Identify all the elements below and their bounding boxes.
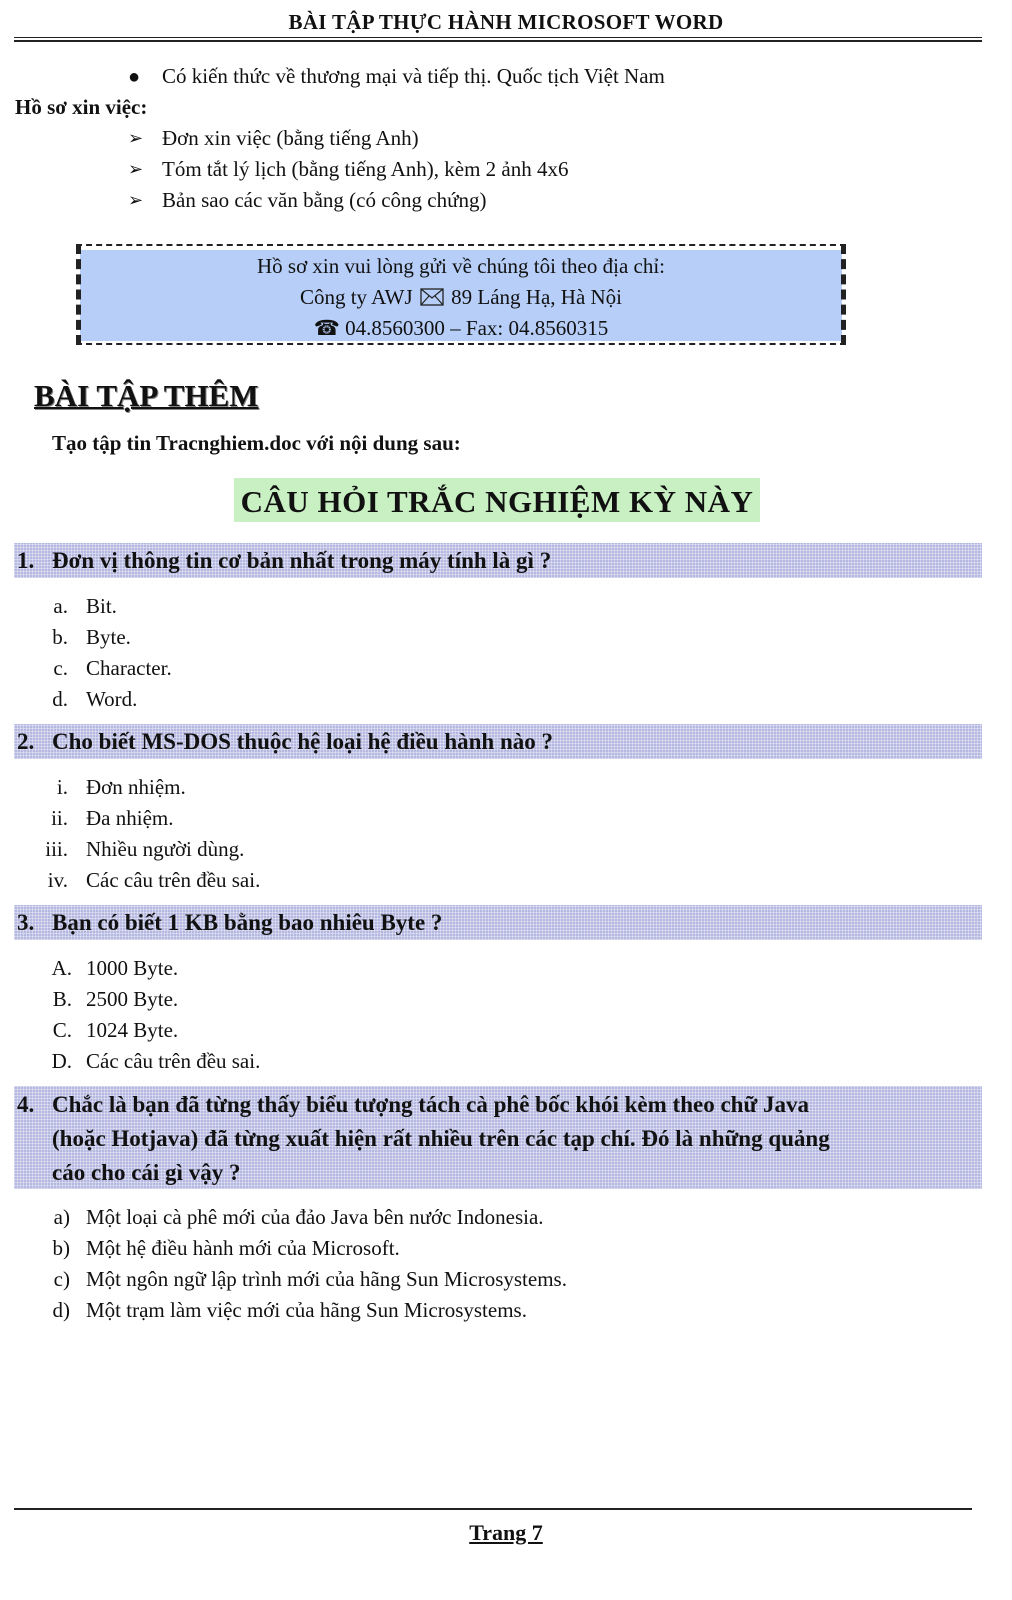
task-instruction: Tạo tập tin Tracnghiem.doc với nội dung sau: xyxy=(52,431,461,455)
option-text: Nhiều người dùng. xyxy=(86,837,245,861)
contact-address-line xyxy=(80,285,842,312)
option-marker: iii. xyxy=(45,837,68,861)
footer-rule xyxy=(14,1508,972,1510)
header-rule xyxy=(14,37,982,38)
option-text: Word. xyxy=(86,687,138,711)
option-text: Các câu trên đều sai. xyxy=(86,868,261,892)
option-text: Một loại cà phê mới của đảo Java bên nước Indonesia. xyxy=(86,1205,544,1229)
dossier-item: Bản sao các văn bằng (có công chứng) xyxy=(162,188,487,212)
option-marker: D. xyxy=(51,1049,72,1073)
question-number: 4. xyxy=(17,1092,35,1117)
option-text: Một ngôn ngữ lập trình mới của hãng Sun Microsystems. xyxy=(86,1267,567,1291)
option-marker: a) xyxy=(53,1205,70,1229)
telephone-icon: ☎ xyxy=(313,316,340,340)
option-text: Character. xyxy=(86,656,172,680)
option-text: Đa nhiệm. xyxy=(86,806,174,830)
contact-line-1: Hồ sơ xin vui lòng gửi về chúng tôi theo địa chỉ: xyxy=(256,254,666,278)
quiz-title: CÂU HỎI TRẮC NGHIỆM KỲ NÀY xyxy=(240,484,754,519)
question-number: 2. xyxy=(17,729,35,754)
dossier-item: Đơn xin việc (bằng tiếng Anh) xyxy=(162,126,419,150)
option-text: 2500 Byte. xyxy=(86,987,179,1011)
question-text-line: cáo cho cái gì vậy ? xyxy=(52,1160,241,1185)
option-text: 1024 Byte. xyxy=(86,1018,179,1042)
option-marker: b. xyxy=(52,625,68,649)
question-text-line: Chắc là bạn đã từng thấy biểu tượng tách cà phê bốc khói kèm theo chữ Java xyxy=(52,1092,810,1117)
question-text: Cho biết MS-DOS thuộc hệ loại hệ điều hành nào ? xyxy=(52,729,553,754)
option-marker: d) xyxy=(52,1298,70,1322)
question-number: 3. xyxy=(17,910,35,935)
option-marker: ii. xyxy=(51,806,68,830)
option-marker: A. xyxy=(51,956,72,980)
document-header-title: BÀI TẬP THỰC HÀNH MICROSOFT WORD xyxy=(288,10,724,34)
question-number: 1. xyxy=(17,548,35,573)
option-text: Một hệ điều hành mới của Microsoft. xyxy=(86,1236,400,1260)
dossier-item: Tóm tắt lý lịch (bằng tiếng Anh), kèm 2 ảnh 4x6 xyxy=(162,157,569,181)
contact-phone-line xyxy=(80,316,842,341)
question-text: Bạn có biết 1 KB bằng bao nhiêu Byte ? xyxy=(52,910,443,935)
option-text: Byte. xyxy=(86,625,131,649)
section-title: BÀI TẬP THÊM xyxy=(34,378,259,413)
phone-fax-text: 04.8560300 – Fax: 04.8560315 xyxy=(345,316,609,340)
option-marker: i. xyxy=(56,775,68,799)
header-rule-thick xyxy=(14,40,982,42)
option-marker: B. xyxy=(52,987,72,1011)
arrow-bullet-icon: ➢ xyxy=(128,190,144,210)
option-marker: iv. xyxy=(47,868,68,892)
option-text: Bit. xyxy=(86,594,117,618)
company-address: 89 Láng Hạ, Hà Nội xyxy=(451,285,623,309)
bullet-icon: ● xyxy=(128,66,141,88)
option-marker: d. xyxy=(52,687,68,711)
bullet-line: Có kiến thức về thương mại và tiếp thị. Quốc tịch Việt Nam xyxy=(162,64,665,88)
question-text-line: (hoặc Hotjava) đã từng xuất hiện rất nhiều trên các tạp chí. Đó là những quảng xyxy=(52,1126,830,1151)
page-number: Trang 7 xyxy=(469,1520,543,1545)
envelope-icon xyxy=(420,287,444,312)
option-marker: C. xyxy=(52,1018,72,1042)
option-text: Đơn nhiệm. xyxy=(86,775,186,799)
question-text: Đơn vị thông tin cơ bản nhất trong máy tính là gì ? xyxy=(52,548,552,573)
option-text: Các câu trên đều sai. xyxy=(86,1049,261,1073)
option-text: Một trạm làm việc mới của hãng Sun Microsystems. xyxy=(86,1298,527,1322)
option-marker: b) xyxy=(52,1236,70,1260)
company-name: Công ty AWJ xyxy=(299,285,413,309)
arrow-bullet-icon: ➢ xyxy=(128,159,144,179)
option-marker: c. xyxy=(53,656,68,680)
option-text: 1000 Byte. xyxy=(86,956,179,980)
option-marker: a. xyxy=(53,594,68,618)
dossier-label: Hồ sơ xin việc: xyxy=(15,95,148,119)
arrow-bullet-icon: ➢ xyxy=(128,128,144,148)
option-marker: c) xyxy=(53,1267,70,1291)
